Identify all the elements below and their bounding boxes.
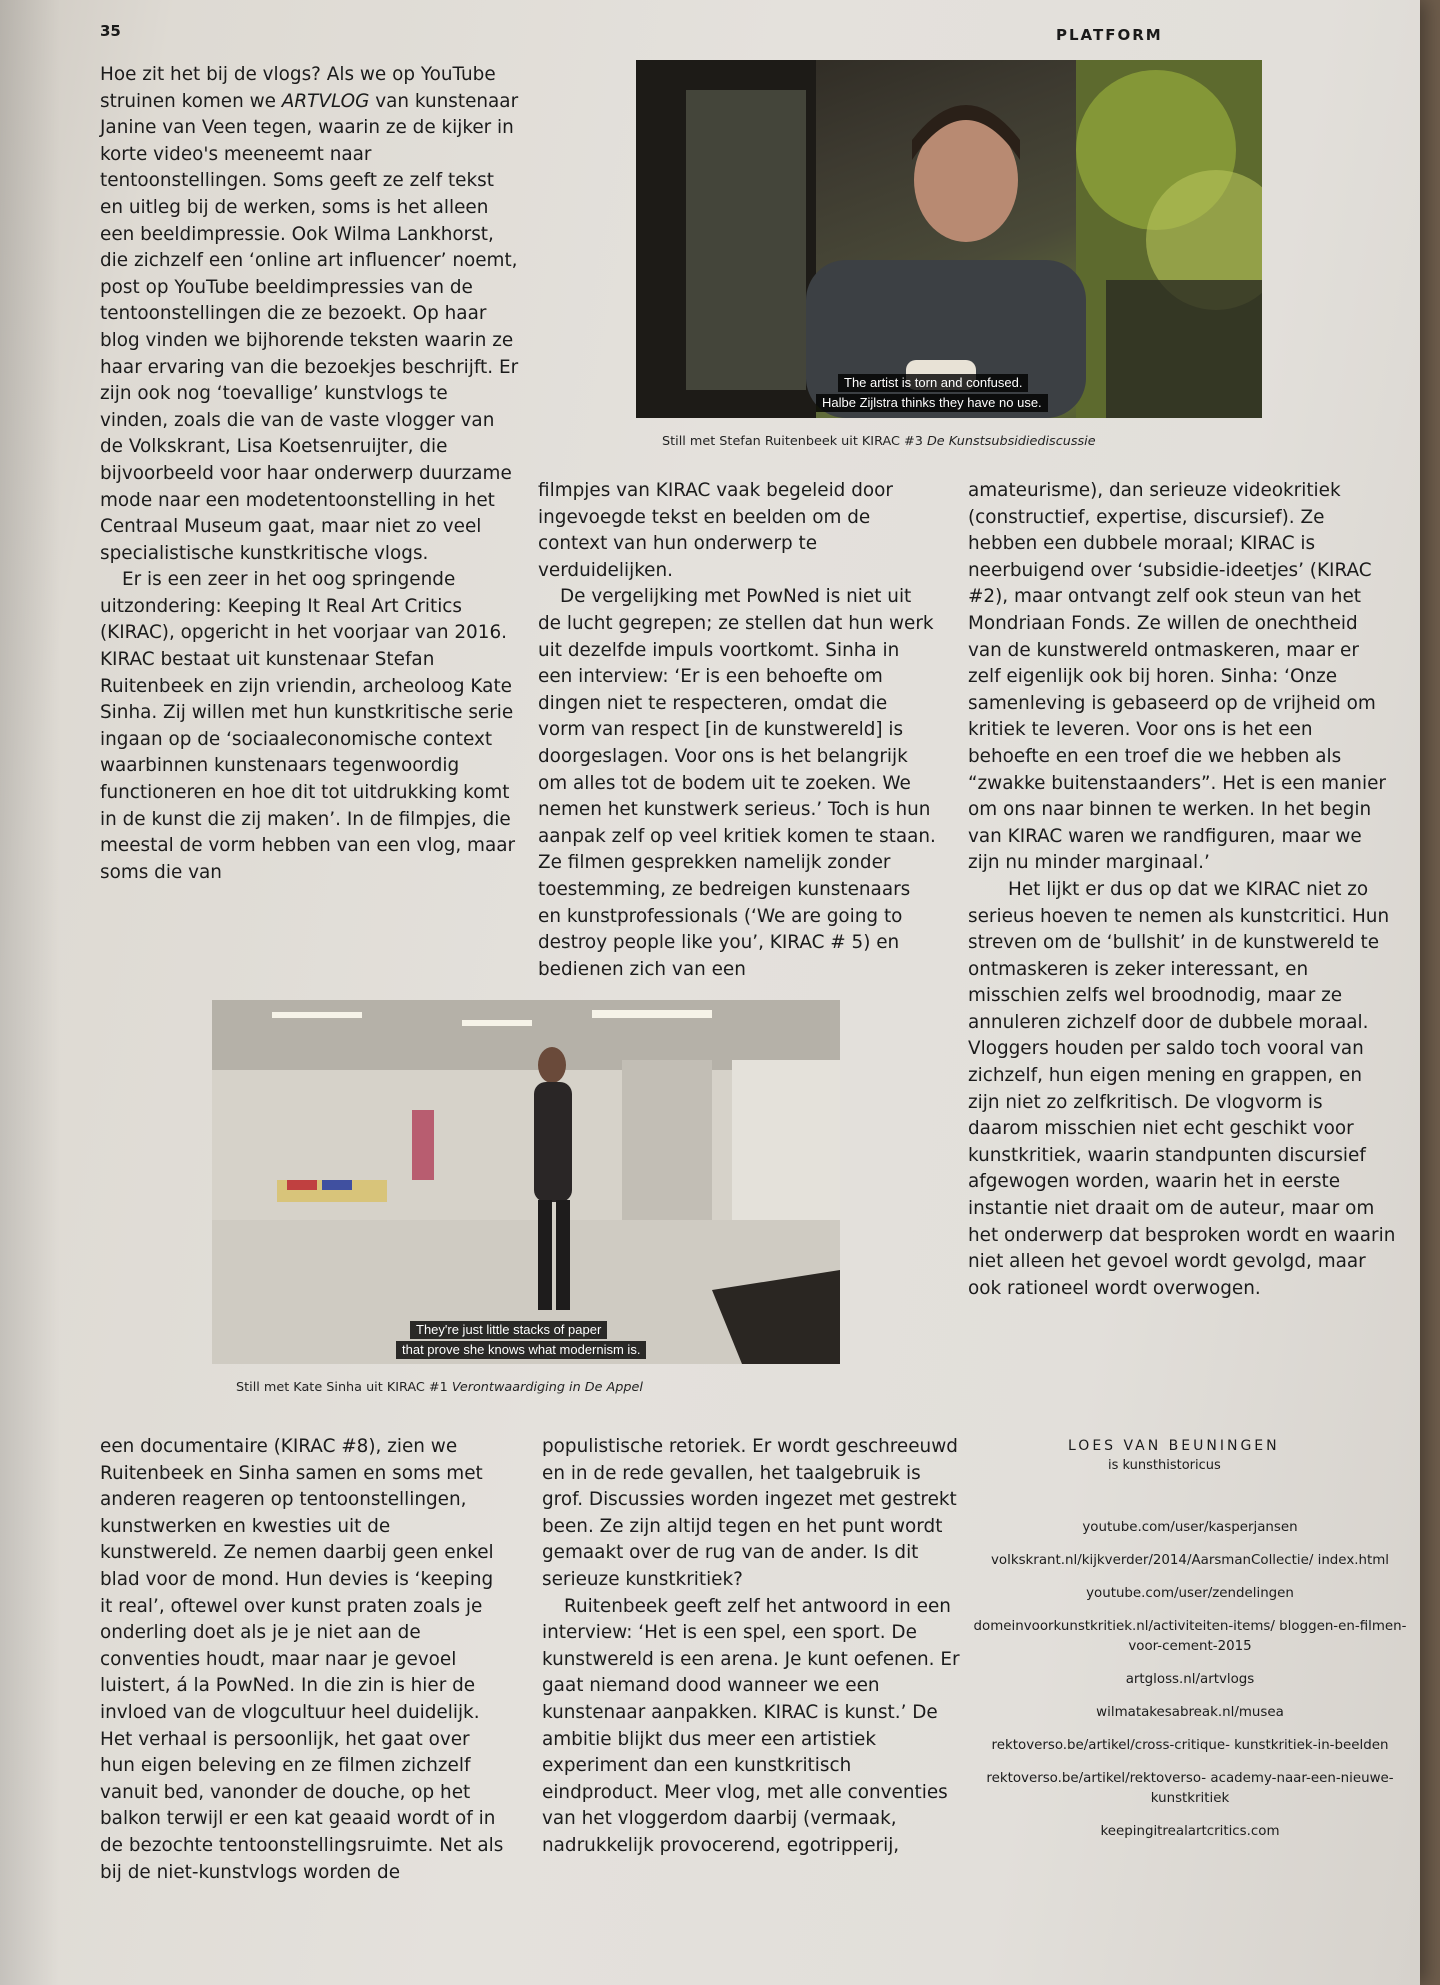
author-role: is kunsthistoricus: [1108, 1458, 1221, 1473]
page-gutter-shadow: [0, 0, 60, 1985]
paragraph: filmpjes van KIRAC vaak begeleid door ingevoegde tekst en beelden om de context van hun onderwerp te verduidelijken.: [538, 480, 893, 581]
video-subtitle: The artist is torn and confused.: [838, 374, 1028, 392]
caption-title: De Kunstsubsidiediscussie: [926, 434, 1096, 449]
photo-scene-illustration: [212, 1000, 840, 1364]
reference-link: rektoverso.be/artikel/cross-critique- kunstkritiek-in-beelden: [991, 1738, 1389, 1753]
author-name: LOES VAN BEUNINGEN: [1068, 1438, 1280, 1454]
reference-link: domeinvoorkunstkritiek.nl/activiteiten-items/ bloggen-en-filmen-voor-cement-2015: [973, 1619, 1407, 1654]
paragraph: amateurisme), dan serieuze videokritiek (constructief, expertise, discursief). Ze hebben een dubbele moraal; KIRAC is neerbuigend over ‘subsidie-ideetjes’ (KIRAC #2), maar ontvangt zelf ook steun van het Mondriaan Fonds. Ze willen de onechtheid van de kunstwereld ontmaskeren, maar er zelf eigenlijk ook bij horen. Sinha: ‘Onze samenleving is gebaseerd op de vrijheid om kritiek te leveren. Voor ons is het een behoefte en een troef die we hebben als “zwakke buitenstaanders”. Het is een manier om ons naar binnen te werken. In het begin van KIRAC waren we randfiguren, maar we zijn nu minder marginaal.’: [968, 480, 1386, 874]
column-1: [100, 62, 520, 886]
text-run: Hoe zit het bij de vlogs? Als we op YouTube struinen komen we: [100, 64, 496, 112]
reference-link: wilmatakesabreak.nl/musea: [1096, 1705, 1284, 1720]
video-subtitle: They're just little stacks of paper: [410, 1321, 607, 1339]
column-4: [100, 1434, 510, 1886]
caption-text: Still met Stefan Ruitenbeek uit KIRAC #3: [662, 434, 927, 449]
reference-link: keepingitrealartcritics.com: [1100, 1824, 1280, 1839]
photo-caption: [662, 434, 1096, 449]
italic-title: ARTVLOG: [281, 90, 370, 112]
column-2: [538, 478, 938, 983]
paragraph: [100, 62, 520, 567]
video-subtitle: Halbe Zijlstra thinks they have no use.: [816, 394, 1048, 412]
caption-text: Still met Kate Sinha uit KIRAC #1: [236, 1380, 452, 1395]
paragraph: Er is een zeer in het oog springende uitzondering: Keeping It Real Art Critics (KIRAC), opgericht in het voorjaar van 2016. KIRAC bestaat uit kunstenaar Stefan Ruitenbeek en zijn vriendin, archeoloog Kate Sinha. Zij willen met hun kunstkritische serie ingaan op de ‘sociaaleconomische context waarbinnen kunstenaars tegenwoordig functioneren en hoe dit tot uitdrukking komt in de kunst die zij maken’. In de filmpjes, die meestal de vorm hebben van een vlog, maar soms die van: [100, 569, 516, 883]
column-3: [968, 478, 1396, 1302]
reference-link: artgloss.nl/artvlogs: [1125, 1672, 1255, 1687]
photo-scene-illustration: [636, 60, 1262, 418]
paragraph: Ruitenbeek geeft zelf het antwoord in een interview: ‘Het is een spel, een sport. De kunstwereld is een arena. Je kunt oefenen. Er gaat niemand dood wanneer we een kunstenaar aanpakken. KIRAC is kunst.’ De ambitie blijkt dus meer een artistiek experiment dan een kunstkritisch eindproduct. Meer vlog, met alle conventies van het vloggerdom daarbij (vermaak, nadrukkelijk provocerend, egotripperij,: [542, 1595, 960, 1856]
reference-links: [970, 1518, 1410, 1855]
photo-kate-sinha: [212, 1000, 840, 1364]
reference-link: youtube.com/user/kasperjansen: [1082, 1520, 1298, 1535]
section-label: PLATFORM: [1056, 26, 1163, 44]
photo-caption: [236, 1380, 643, 1395]
reference-link: volkskrant.nl/kijkverder/2014/AarsmanCollectie/ index.html: [990, 1553, 1389, 1568]
page-number: 35: [100, 22, 121, 40]
photo-stefan-ruitenbeek: [636, 60, 1262, 418]
reference-link: youtube.com/user/zendelingen: [1086, 1586, 1294, 1601]
paragraph: De vergelijking met PowNed is niet uit de lucht gegrepen; ze stellen dat hun werk uit dezelfde impuls voortkomt. Sinha in een interview: ‘Er is een behoefte om dingen niet te respecteren, omdat die vorm van respect [in de kunstwereld] is doorgeslagen. Voor ons is het belangrijk om alles tot de bodem uit te zoeken. We nemen het kunstwerk serieus.’ Toch is hun aanpak zelf op veel kritiek komen te staan. Ze filmen gesprekken namelijk zonder toestemming, ze bedreigen kunstenaars en kunstprofessionals (‘We are going to destroy people like you’, KIRAC # 5) en bedienen zich van een: [538, 586, 936, 980]
column-5: [542, 1434, 962, 1860]
paragraph: populistische retoriek. Er wordt geschreeuwd en in de rede gevallen, het taalgebruik is grof. Discussies worden ingezet met gestrekt been. Ze zijn altijd tegen en het punt wordt gemaakt over de rug van de ander. Is dit serieuze kunstkritiek?: [542, 1436, 958, 1590]
video-subtitle: that prove she knows what modernism is.: [396, 1341, 646, 1359]
paragraph: een documentaire (KIRAC #8), zien we Ruitenbeek en Sinha samen en soms met anderen reageren op tentoonstellingen, kunstwerken en kwesties uit de kunstwereld. Ze nemen daarbij geen enkel blad voor de mond. Hun devies is ‘keeping it real’, oftewel over kunst praten zoals je onderling doet als je je niet aan de conventies houdt, maar naar je gevoel luistert, á la PowNed. In die zin is hier de invloed van de vlogcultuur heel duidelijk. Het verhaal is persoonlijk, het gaat over hun eigen beleving en ze filmen zichzelf vanuit bed, vanonder de douche, op het balkon terwijl er een kat geaaid wordt of in de bezochte tentoonstellingsruimte. Net als bij de niet-kunstvlogs worden de: [100, 1436, 504, 1883]
reference-link: rektoverso.be/artikel/rektoverso- academy-naar-een-nieuwe-kunstkritiek: [986, 1771, 1394, 1806]
caption-title: Verontwaardiging in De Appel: [451, 1380, 643, 1395]
paragraph: Het lijkt er dus op dat we KIRAC niet zo serieus hoeven te nemen als kunstcritici. Hun streven om de ‘bullshit’ in de kunstwereld te ontmaskeren is zeker interessant, en misschien zelfs wel broodnodig, maar ze annuleren zichzelf door de dubbele moraal. Vloggers houden per saldo toch vooral van zichzelf, hun eigen mening en grappen, en zijn niet zo zelfkritisch. De vlogvorm is daarom misschien niet echt geschikt voor kunstkritiek, waarin standpunten discursief afgewogen worden, waarin het in eerste instantie niet draait om de auteur, maar om het onderwerp dat besproken wordt en waarin niet alleen het gevoel wordt gevolgd, maar ook rationeel wordt overwogen.: [968, 878, 1396, 1299]
text-run: van kunstenaar Janine van Veen tegen, waarin ze de kijker in korte video's meeneemt naar tentoonstellingen. Soms geeft ze zelf tekst en uitleg bij de werken, soms is het alleen een beeldimpressie. Ook Wilma Lankhorst, die zichzelf een ‘online art influencer’ noemt, post op YouTube beeldimpressies van de tentoonstellingen die ze bezoekt. Op haar blog vinden we bijhorende teksten waarin ze haar ervaring van die bezoekjes beschrijft. Er zijn ook nog ‘toevallige’ kunstvlogs te vinden, zoals die van de vaste vlogger van de Volkskrant, Lisa Koetsenruijter, die bijvoorbeeld voor haar onderwerp duurzame mode naar een modetentoonstelling in het Centraal Museum gaat, maar niet zo veel specialistische kunstkritische vlogs.: [100, 90, 519, 564]
